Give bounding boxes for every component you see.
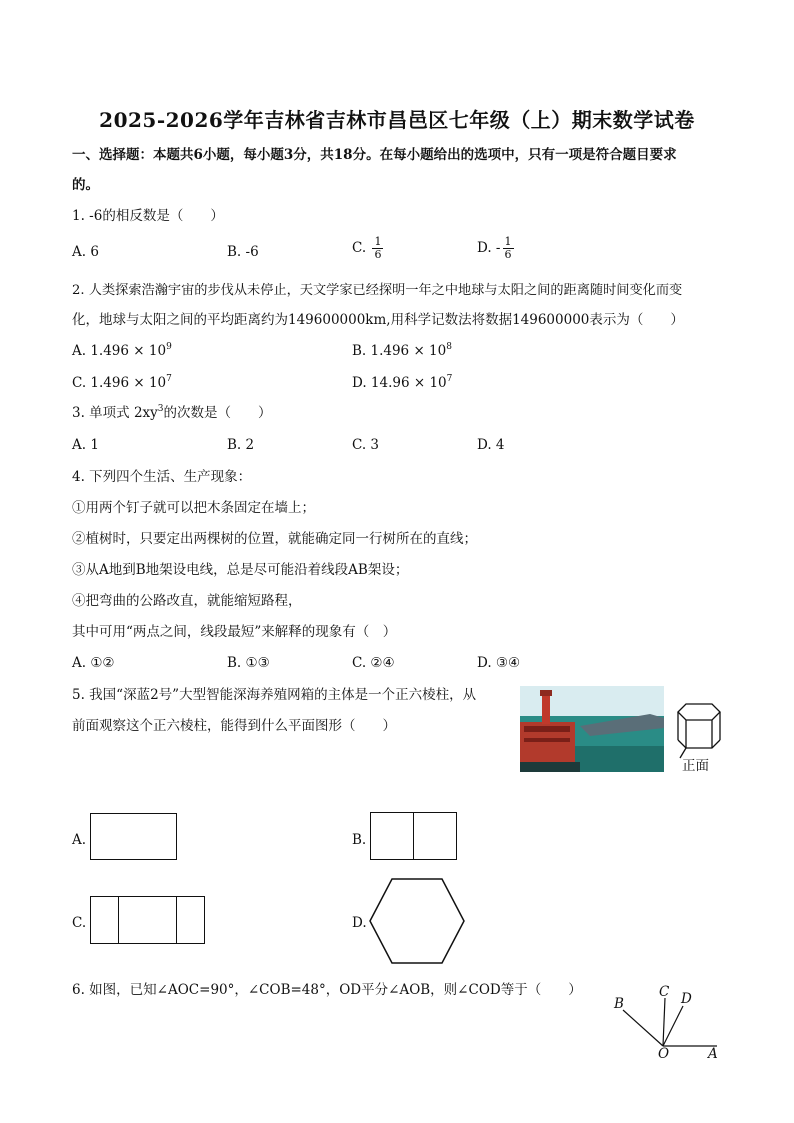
front-view-label: 正面 bbox=[682, 758, 709, 774]
q4-option-a: A. ①② bbox=[72, 655, 115, 671]
divider-line bbox=[176, 897, 177, 943]
q2-stem-line1: 2. 人类探索浩瀚宇宙的步伐从未停止，天文学家已经探明一年之中地球与太阳之间的距离随时间变化而变 bbox=[72, 283, 683, 298]
q2-option-b-exponent: 8 bbox=[446, 342, 452, 352]
q4-stem: 4. 下列四个生活、生产现象： bbox=[72, 469, 252, 485]
q2-option-c-base: C. 1.496 × 10 bbox=[72, 375, 167, 391]
q3-option-a: A. 1 bbox=[72, 437, 99, 453]
q2-option-a bbox=[72, 342, 172, 360]
q6-label-d: D bbox=[681, 991, 692, 1007]
q2-option-d-base: D. 14.96 × 10 bbox=[352, 375, 447, 391]
q5-option-d-hexagon bbox=[368, 876, 466, 966]
q6-label-c: C bbox=[659, 984, 670, 1000]
q6-label-a: A bbox=[708, 1046, 718, 1062]
q5-option-a-label: A. bbox=[72, 832, 87, 848]
q5-stem-line1: 5. 我国“深蓝2号”大型智能深海养殖网箱的主体是一个正六棱柱，从 bbox=[72, 687, 477, 703]
q5-option-d-label: D. bbox=[352, 915, 367, 931]
frac-denominator: 6 bbox=[504, 248, 512, 261]
divider-line bbox=[118, 897, 119, 943]
photo-illustration bbox=[520, 686, 664, 772]
section1-heading: 一、选择题：本题共6小题，每小题3分，共18分。在每小题给出的选项中，只有一项是符合题目要求 bbox=[72, 147, 677, 163]
deep-blue-2-photo bbox=[520, 686, 664, 772]
q2-option-a-exponent: 9 bbox=[166, 342, 172, 352]
q6-label-b: B bbox=[614, 996, 624, 1012]
frac-numerator: 1 bbox=[374, 235, 382, 248]
q3-stem-exponent: 3 bbox=[157, 404, 164, 414]
q2-option-a-base: A. 1.496 × 10 bbox=[72, 343, 167, 359]
q3-stem bbox=[72, 404, 272, 422]
q1-option-d bbox=[477, 236, 514, 261]
paper-title: 2025-2026学年吉林省吉林市昌邑区七年级（上）期末数学试卷 bbox=[99, 108, 695, 132]
q4-option-d: D. ③④ bbox=[477, 655, 521, 671]
q5-option-b-figure bbox=[370, 812, 457, 860]
q3-option-d: D. 4 bbox=[477, 437, 505, 453]
q4-item-3: ③从A地到B地架设电线，总是尽可能沿着线段AB架设； bbox=[72, 562, 409, 578]
q5-option-c-label: C. bbox=[72, 915, 87, 931]
q2-stem-line2: 化，地球与太阳之间的平均距离约为149600000km,用科学记数法将数据149600000表示为（ ） bbox=[72, 312, 684, 328]
divider-line bbox=[413, 813, 414, 859]
q2-option-d-exponent: 7 bbox=[446, 374, 453, 384]
q1-option-c-fraction bbox=[372, 236, 383, 261]
q4-item-4: ④把弯曲的公路改直，就能缩短路程， bbox=[72, 593, 302, 609]
q5-option-b-label: B. bbox=[352, 832, 367, 848]
q6-stem: 6. 如图，已知∠AOC=90°，∠COB=48°，OD平分∠AOB，则∠COD等于（ ） bbox=[72, 982, 582, 998]
q1-option-d-label: D. - bbox=[477, 240, 501, 256]
q3-option-b: B. 2 bbox=[227, 437, 255, 453]
q1-option-c bbox=[352, 236, 383, 261]
q1-option-a: A. 6 bbox=[72, 244, 99, 260]
section1-heading-cont: 的。 bbox=[72, 177, 99, 193]
q1-option-b: B. -6 bbox=[227, 244, 259, 260]
q5-stem-line2: 前面观察这个正六棱柱，能得到什么平面图形（ ） bbox=[72, 718, 396, 734]
q4-question: 其中可用“两点之间，线段最短”来解释的现象有（ ） bbox=[72, 624, 397, 640]
q2-option-d bbox=[352, 374, 452, 392]
q3-option-c: C. 3 bbox=[352, 437, 380, 453]
q4-option-c: C. ②④ bbox=[352, 655, 395, 671]
q1-option-c-label: C. bbox=[352, 240, 371, 256]
q2-option-c bbox=[72, 374, 172, 392]
q2-option-b-base: B. 1.496 × 10 bbox=[352, 343, 447, 359]
q2-option-c-exponent: 7 bbox=[166, 374, 172, 384]
frac-denominator: 6 bbox=[374, 248, 382, 261]
q3-stem-post: 的次数是（ ） bbox=[163, 405, 272, 421]
q2-option-b bbox=[352, 342, 452, 360]
q1-option-d-fraction bbox=[503, 236, 514, 261]
q5-option-c-figure bbox=[90, 896, 205, 944]
q3-stem-pre: 3. 单项式 2xy bbox=[72, 405, 158, 421]
q4-item-1: ①用两个钉子就可以把木条固定在墙上； bbox=[72, 500, 315, 516]
q6-label-o: O bbox=[658, 1046, 670, 1062]
frac-numerator: 1 bbox=[504, 235, 512, 248]
q1-stem: 1. -6的相反数是（ ） bbox=[72, 208, 224, 224]
q5-option-a-rectangle bbox=[90, 813, 177, 860]
q4-option-b: B. ①③ bbox=[227, 655, 270, 671]
q4-item-2: ②植树时，只要定出两棵树的位置，就能确定同一行树所在的直线； bbox=[72, 531, 477, 547]
